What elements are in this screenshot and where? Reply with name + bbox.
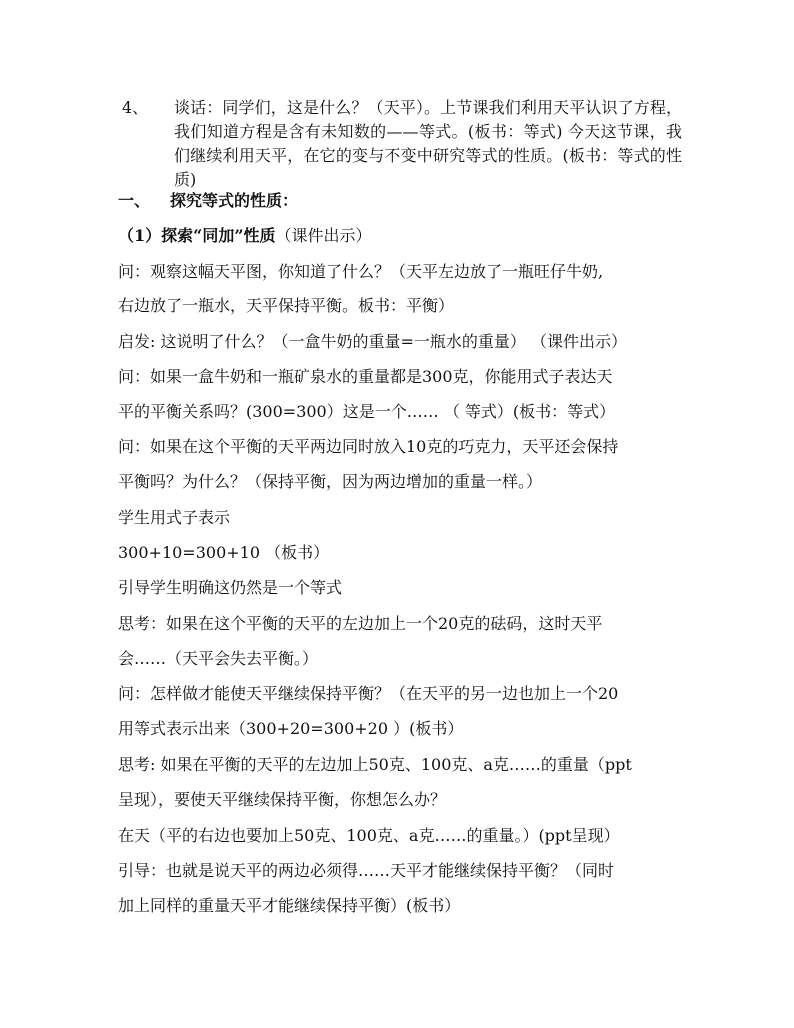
paragraph-line: 会……（天平会失去平衡。） [118,649,319,668]
subsection-note: （课件出示） [275,226,372,245]
paragraph-line: 右边放了一瓶水，天平保持平衡。板书：平衡） [118,296,455,315]
paragraph-line: 平衡吗？为什么？（保持平衡，因为两边增加的重量一样。） [118,472,543,491]
section-number: 一、 [118,191,151,210]
paragraph-line: 思考: 如果在平衡的天平的左边加上50克、100克、a克……的重量（ppt [118,755,632,774]
item-4 [122,96,682,192]
paragraph-line: 加上同样的重量天平才能继续保持平衡）(板书） [118,896,461,915]
item-number: 4、 [122,98,149,117]
subsection-heading [118,226,688,246]
subsection-title: （1）探索“同加”性质 [118,226,276,245]
paragraph-line: 问：如果在这个平衡的天平两边同时放入10克的巧克力，天平还会保持 [118,437,619,456]
paragraph-line: 学生用式子表示 [118,508,231,527]
section-title: 探究等式的性质： [170,191,299,210]
paragraph-line: 思考：如果在这个平衡的天平的左边加上一个20克的砝码，这时天平 [118,614,603,633]
paragraph-line: 在天（平的右边也要加上50克、100克、a克……的重量。）(ppt呈现） [118,826,620,845]
paragraph-line: 问：怎样做才能使天平继续保持平衡？（在天平的另一边也加上一个20 [118,684,619,703]
section-heading [118,191,688,211]
paragraph-line: 平的平衡关系吗？(300=300）这是一个…… （ 等式）(板书：等式） [118,402,616,421]
equation-line: 300+10=300+10 （板书） [118,543,330,562]
paragraph-line: 引导：也就是说天平的两边必须得……天平才能继续保持平衡？（同时 [118,861,615,880]
paragraph-line: 启发: 这说明了什么？（一盒牛奶的重量=一瓶水的重量） （课件出示） [118,332,627,351]
item-4-text: 谈话：同学们，这是什么？（天平）。上节课我们利用天平认识了方程，我们知道方程是含有未知数的——等式。(板书：等式) 今天这节课，我们继续利用天平，在它的变与不变中研究等式的性质。(板书：等式的性质) [174,98,682,189]
paragraph-line: 问：如果一盒牛奶和一瓶矿泉水的重量都是300克，你能用式子表达天 [118,367,613,386]
paragraph-line: 用等式表示出来（300+20=300+20 ）(板书） [118,719,464,738]
paragraph-line: 呈现），要使天平继续保持平衡，你想怎么办？ [118,790,447,809]
paragraph-line: 引导学生明确这仍然是一个等式 [118,578,343,597]
paragraph-line: 问：观察这幅天平图，你知道了什么？（天平左边放了一瓶旺仔牛奶, [118,262,604,281]
